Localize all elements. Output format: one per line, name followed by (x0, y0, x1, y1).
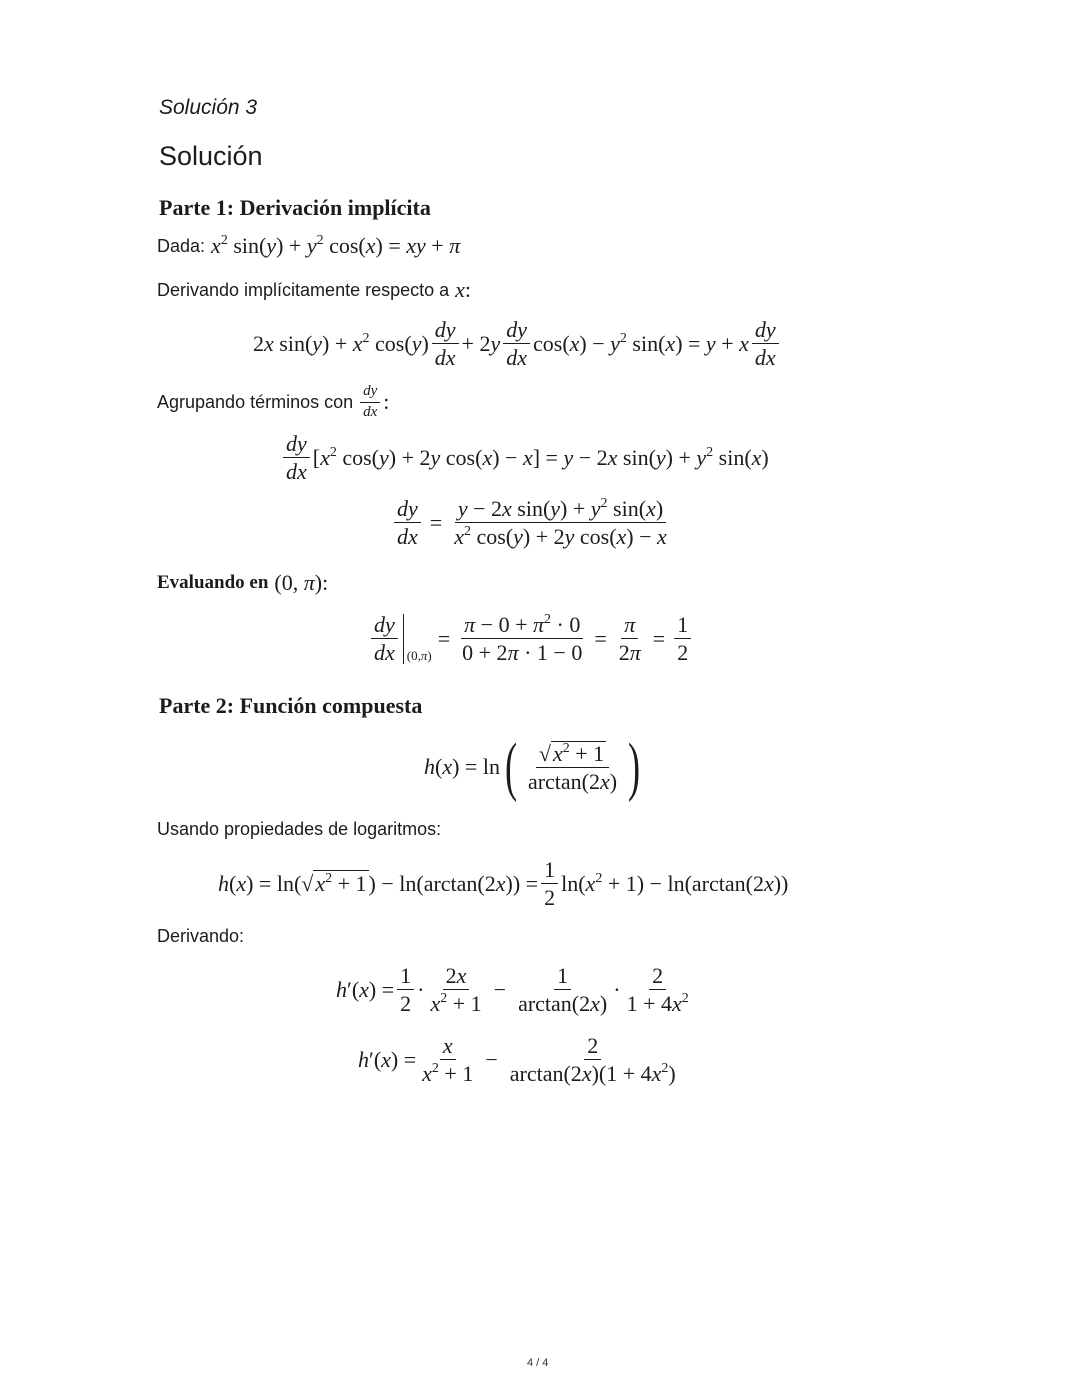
derivative-step1: h′(x) = $\frac{1}{2}$ · $\frac{2x}{x^2 + 1}$ − $\frac{1}{\arctan(2x)}$ · $\frac{2}{1 + 4x^2}$ (336, 963, 689, 1017)
evaluating-text: Evaluando en (0, π): (157, 570, 329, 595)
solved-derivative: $\frac{dy}{dx}$ = $\frac{y - 2x \sin(y) + y^2 \sin(x)}{x^2 \cos(y) + 2y \cos(x) - x}$ (391, 497, 673, 548)
grouped-equation: $\frac{dy}{dx}$ [$x^2$ cos(y) + 2y cos(x) − x] = y − 2x $\sin(y) + y^2$ sin(x) (280, 432, 769, 483)
given-equation: Dada: $x^2$ $\sin(y) + y^2$ cos(x) = xy + π (157, 233, 461, 258)
properties-text: Usando propiedades de logaritmos: (157, 819, 442, 839)
page-number: 4 / 4 (527, 1357, 549, 1369)
given-label: Dada: (157, 235, 206, 256)
part2-heading: Parte 2: Función compuesta (159, 693, 423, 718)
part1-heading: Parte 1: Derivación implícita (159, 195, 431, 220)
deriving-implicit-text: Derivando implícitamente respecto a x: (157, 277, 472, 302)
grouping-text: Agrupando términos con $\frac{dy}{dx}$ : (157, 383, 390, 420)
solution-label: Solución 3 (159, 96, 258, 119)
expanded-function: h(x) = ln(√ $x^2 + 1$ ) − ln(arctan(2x)) = $\frac{1}{2}$ $\ln(x^2 + 1) - \ln(\arctan(2x))$ (218, 857, 789, 911)
evaluated-derivative: $\frac{dy}{dx}$ (0,π) = $\frac{\pi - 0 + \pi^2 \cdot 0}{0 + 2\pi \cdot 1 - 0}$ = $\frac{\pi}{2\pi}$ = $\frac{1}{2}$ (368, 613, 694, 664)
deriving-text: Derivando: (157, 926, 245, 946)
function-definition: h(x) = ln ( √ $x^2 + 1$ arctan(2x) ) (424, 730, 641, 803)
derivative-equation: 2x $\sin(y) + x^2$ cos(y) $\frac{dy}{dx}$ + 2y $\frac{dy}{dx}$ $\cos(x) - y^2$ sin(x) = y + x $\frac{dy}{dx}$ (253, 318, 782, 369)
page-title: Solución (159, 141, 263, 171)
derivative-final: h′(x) = $\frac{x}{x^2 + 1}$ − $\frac{2}{\arctan(2x)(1 + 4x^2)}$ (358, 1033, 676, 1087)
